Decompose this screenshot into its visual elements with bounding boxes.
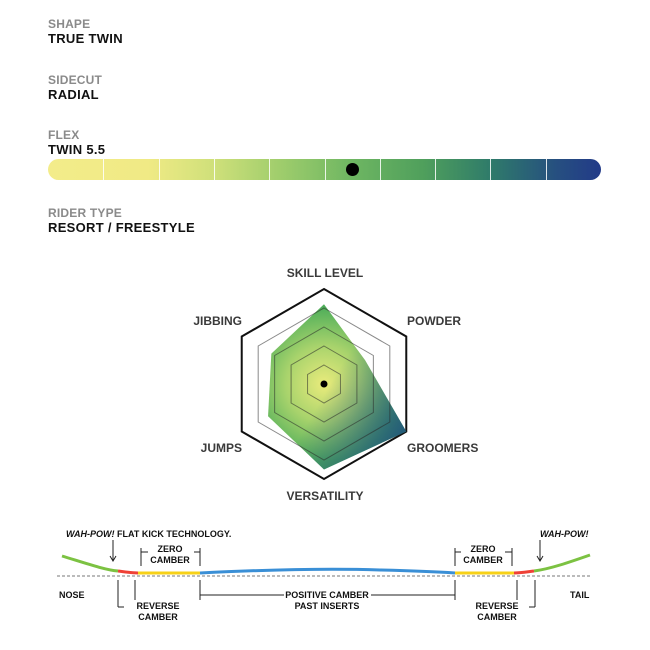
flex-scale-divider	[159, 159, 160, 180]
radar-value-shade	[268, 304, 406, 469]
label-nose: NOSE	[59, 590, 85, 600]
spec-rider-type	[48, 206, 195, 236]
radar-axis-jumps: JUMPS	[200, 441, 242, 455]
flex-scale-divider	[546, 159, 547, 180]
radar-axis-powder: POWDER	[407, 314, 461, 328]
rider-radar-chart	[0, 255, 650, 515]
flex-scale-divider	[380, 159, 381, 180]
profile-nose-rocker	[62, 556, 118, 571]
profile-left-reverse-camber	[118, 571, 138, 573]
flex-scale-divider	[269, 159, 270, 180]
label-reverse-camber-left-1: REVERSE	[136, 601, 180, 611]
flex-scale-divider	[325, 159, 326, 180]
bracket-reverse-camber-right	[517, 580, 535, 607]
label-zero-camber-left-2: CAMBER	[150, 555, 190, 565]
radar-axis-jibbing: JIBBING	[193, 314, 242, 328]
shape-value: TRUE TWIN	[48, 31, 123, 46]
bracket-reverse-camber-left	[118, 580, 135, 607]
flex-scale-divider	[214, 159, 215, 180]
sidecut-value: RADIAL	[48, 87, 99, 102]
radar-axis-versatility: VERSATILITY	[286, 489, 364, 503]
spec-sidecut	[48, 73, 102, 103]
sidecut-label: SIDECUT	[48, 73, 103, 87]
flex-scale-divider	[103, 159, 104, 180]
radar-axis-skill-level: SKILL LEVEL	[286, 266, 364, 280]
board-profile-diagram	[0, 520, 650, 640]
label-zero-camber-right-2: CAMBER	[463, 555, 503, 565]
profile-positive-camber	[200, 569, 455, 573]
label-positive-camber-2: PAST INSERTS	[294, 601, 360, 611]
flex-value: TWIN 5.5	[48, 142, 106, 157]
label-wah-pow-left: WAH-POW!	[66, 529, 115, 539]
shape-label: SHAPE	[48, 17, 91, 31]
spec-shape	[48, 17, 123, 47]
flex-rating-marker	[346, 163, 359, 176]
label-zero-camber-right-1: ZERO	[470, 544, 496, 554]
rider-type-value: RESORT / FREESTYLE	[48, 220, 195, 235]
flex-scale-divider	[435, 159, 436, 180]
flex-scale-bar	[48, 159, 601, 180]
profile-right-reverse-camber	[514, 571, 534, 573]
label-reverse-camber-right-2: CAMBER	[477, 612, 517, 622]
label-wah-pow-right: WAH-POW!	[540, 529, 589, 539]
radar-center-dot	[321, 381, 328, 388]
label-positive-camber-1: POSITIVE CAMBER	[285, 590, 369, 600]
label-tail: TAIL	[570, 590, 590, 600]
label-reverse-camber-right-1: REVERSE	[475, 601, 519, 611]
spec-flex	[48, 128, 105, 158]
flex-scale-divider	[490, 159, 491, 180]
label-reverse-camber-left-2: CAMBER	[138, 612, 178, 622]
radar-axis-groomers: GROOMERS	[407, 441, 479, 455]
label-flat-kick: FLAT KICK TECHNOLOGY.	[117, 529, 232, 539]
rider-type-label: RIDER TYPE	[48, 206, 123, 220]
label-zero-camber-left-1: ZERO	[157, 544, 183, 554]
flex-label: FLEX	[48, 128, 80, 142]
